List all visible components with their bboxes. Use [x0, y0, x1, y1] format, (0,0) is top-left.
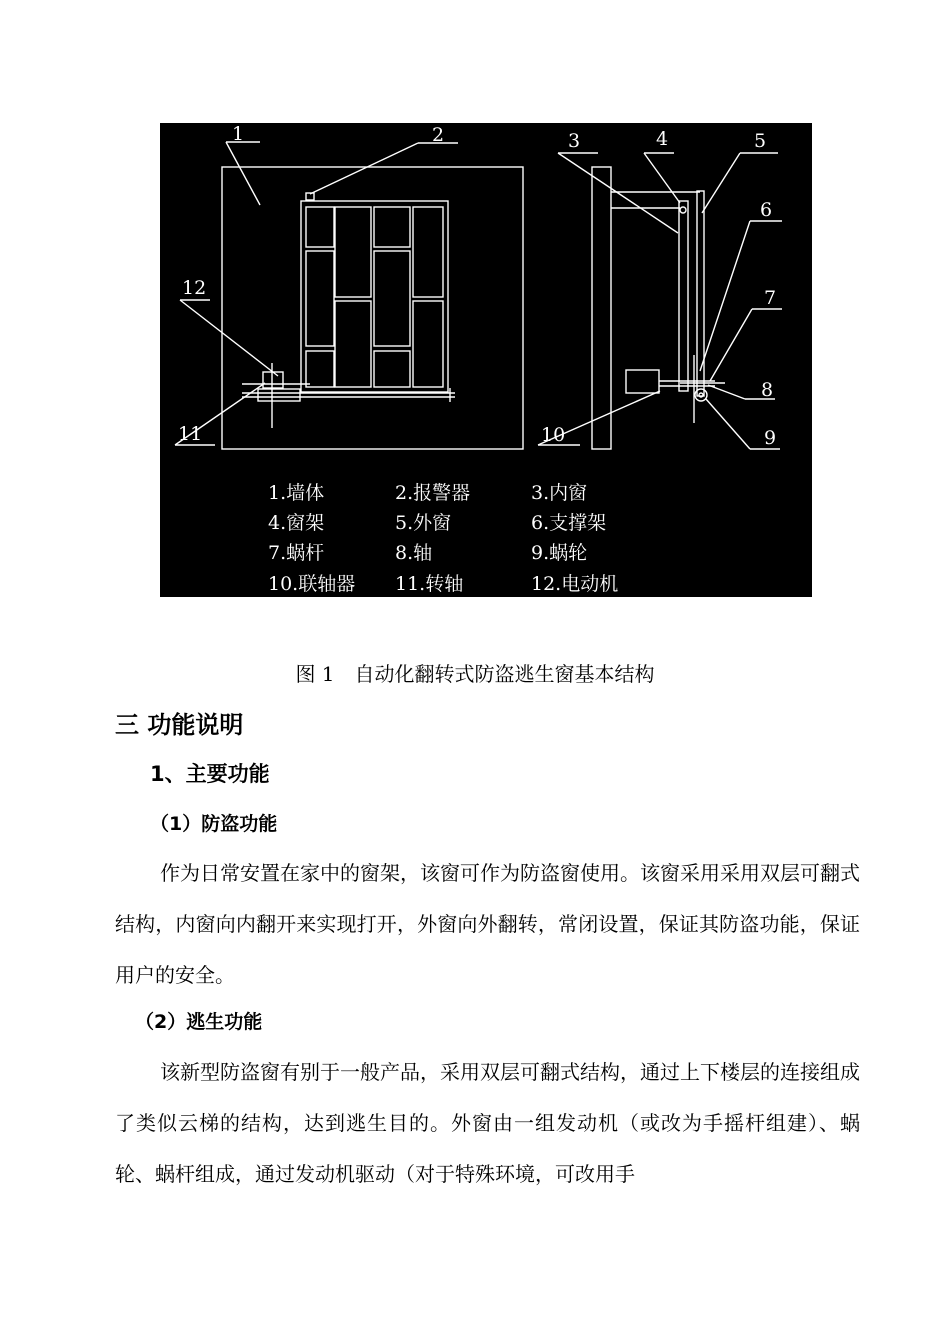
legend — [268, 482, 618, 595]
structure-diagram — [160, 123, 812, 597]
callout-4: 4 — [656, 128, 669, 150]
legend-item: 8.轴 — [395, 542, 433, 564]
outer-window-side — [697, 191, 704, 396]
legend-item: 12.电动机 — [531, 573, 619, 595]
wall-outline — [222, 167, 523, 449]
window-panes — [306, 207, 443, 387]
callout-8: 8 — [761, 379, 774, 401]
callout-12: 12 — [182, 277, 207, 299]
legend-item: 2.报警器 — [395, 482, 471, 504]
legend-item: 10.联轴器 — [268, 573, 356, 595]
paragraph-escape: 该新型防盗窗有别于一般产品，采用双层可翻式结构，通过上下楼层的连接组成了类似云梯的结构，达到逃生目的。外窗由一组发动机（或改为手摇杆组建）、蜗轮、蜗杆组成，通过发动机驱动（对于特殊环境，可改用手 — [115, 1060, 860, 1186]
figure-caption: 图 1 自动化翻转式防盗逃生窗基本结构 — [295, 662, 655, 686]
callout-6: 6 — [760, 199, 773, 221]
callout-2: 2 — [432, 124, 445, 146]
coupling-shape — [626, 370, 659, 393]
side-wall — [592, 167, 611, 449]
structure-figure — [160, 123, 812, 597]
legend-item: 4.窗架 — [268, 512, 325, 534]
callout-5: 5 — [754, 130, 767, 152]
inner-window-side — [679, 201, 688, 391]
callout-11: 11 — [178, 423, 203, 445]
legend-item: 9.蜗轮 — [531, 542, 588, 564]
legend-item: 1.墙体 — [268, 482, 325, 504]
legend-item: 5.外窗 — [395, 512, 452, 534]
leader-lines-right — [538, 153, 782, 449]
callout-1: 1 — [232, 123, 245, 145]
callout-3: 3 — [568, 130, 581, 152]
callout-10: 10 — [541, 424, 566, 446]
item-heading-escape: （2）逃生功能 — [135, 1011, 263, 1033]
paragraph-antitheft: 作为日常安置在家中的窗架，该窗可作为防盗窗使用。该窗采用采用双层可翻式结构，内窗向内翻开来实现打开，外窗向外翻转，常闭设置，保证其防盗功能，保证用户的安全。 — [115, 861, 860, 987]
callout-7: 7 — [764, 287, 777, 309]
alarm-shape — [306, 193, 314, 200]
callout-9: 9 — [764, 427, 777, 449]
legend-item: 6.支撑架 — [531, 512, 607, 534]
section-title: 三 功能说明 — [115, 711, 244, 739]
legend-item: 3.内窗 — [531, 482, 588, 504]
subsection-title: 1、主要功能 — [150, 762, 270, 786]
callout-numbers — [178, 123, 776, 449]
legend-item: 11.转轴 — [395, 573, 464, 595]
leader-lines-left — [175, 142, 458, 445]
item-heading-antitheft: （1）防盗功能 — [150, 813, 278, 835]
legend-item: 7.蜗杆 — [268, 542, 325, 564]
